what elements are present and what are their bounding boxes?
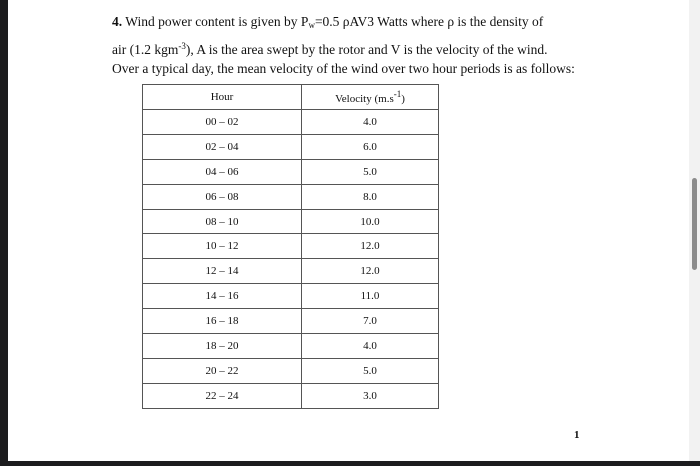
header-velocity-sup: -1 [393,89,402,99]
velocity-cell: 6.0 [302,134,439,159]
hour-cell: 10 – 12 [143,234,302,259]
problem-text-c: air (1.2 kgm [112,42,179,57]
table-row [143,159,439,184]
velocity-cell: 12.0 [302,259,439,284]
velocity-cell: 7.0 [302,309,439,334]
velocity-cell: 5.0 [302,358,439,383]
problem-text-d: ), A is the area swept by the rotor and V is the velocity of the wind. [185,42,548,57]
header-velocity-end: ) [401,93,405,105]
problem-number: 4. [112,14,123,29]
hour-cell: 16 – 18 [143,309,302,334]
table-row [143,358,439,383]
hour-cell: 04 – 06 [143,159,302,184]
table-row [143,284,439,309]
velocity-cell: 10.0 [302,209,439,234]
table-header-row [143,85,439,110]
scrollbar-thumb[interactable] [692,178,697,270]
table-row [143,110,439,135]
table-row [143,334,439,359]
intro-text: Over a typical day, the mean velocity of the wind over two hour periods is as follows: [112,61,575,76]
velocity-cell: 4.0 [302,334,439,359]
power-subscript: w [308,20,315,30]
wind-velocity-table [142,84,439,409]
hour-cell: 00 – 02 [143,110,302,135]
velocity-cell: 8.0 [302,184,439,209]
density-exponent: -3 [178,41,186,51]
hour-cell: 08 – 10 [143,209,302,234]
table-row [143,184,439,209]
problem-statement [112,11,672,60]
hour-cell: 20 – 22 [143,358,302,383]
table-row [143,383,439,408]
window-frame-bottom [0,461,700,466]
page-number: 1 [574,429,580,441]
table-row [143,209,439,234]
velocity-cell: 4.0 [302,110,439,135]
header-hour: Hour [143,85,302,110]
problem-text-b: =0.5 ρAV3 Watts where ρ is the density of [314,14,544,29]
header-velocity [302,85,439,110]
hour-cell: 22 – 24 [143,383,302,408]
velocity-cell: 3.0 [302,383,439,408]
header-velocity-base: Velocity (m.s [335,93,394,105]
table-row [143,259,439,284]
velocity-cell: 12.0 [302,234,439,259]
table-row [143,234,439,259]
hour-cell: 06 – 08 [143,184,302,209]
problem-text-a: Wind power content is given by P [122,14,309,29]
window-frame-left [0,0,8,466]
hour-cell: 18 – 20 [143,334,302,359]
hour-cell: 12 – 14 [143,259,302,284]
hour-cell: 02 – 04 [143,134,302,159]
velocity-cell: 5.0 [302,159,439,184]
hour-cell: 14 – 16 [143,284,302,309]
table-row [143,309,439,334]
table-row [143,134,439,159]
velocity-cell: 11.0 [302,284,439,309]
